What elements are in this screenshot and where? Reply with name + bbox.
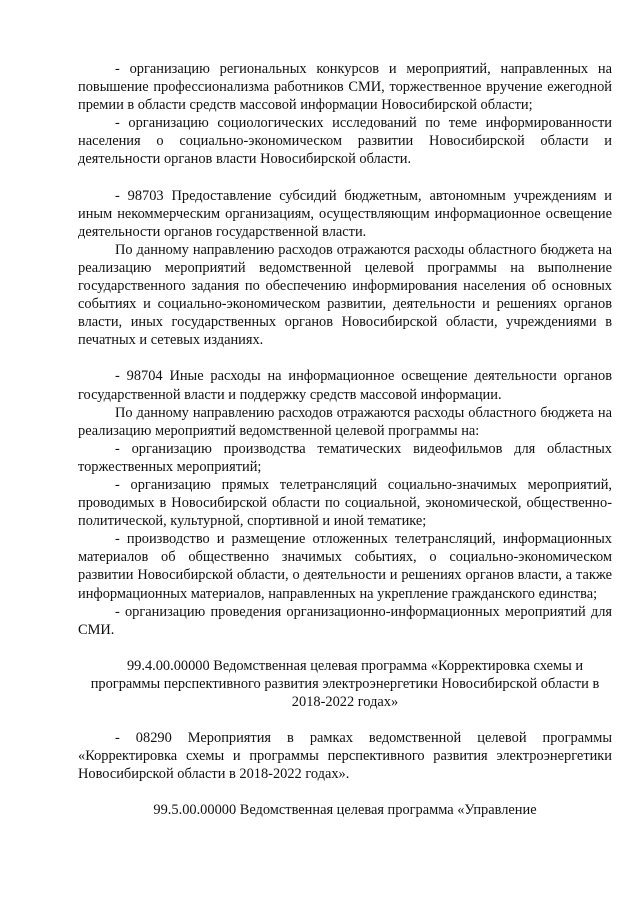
spacer [78, 169, 612, 187]
spacer [78, 349, 612, 367]
paragraph-98703-subsidies: - 98703 Предоставление субсидий бюджетным, автономным учреждениям и иным некоммерческим организациям, осуществляющим информационное освещение деятельности органов государственной власти. [78, 187, 612, 240]
paragraph-98704-other-expenses: - 98704 Иные расходы на информационное освещение деятельности органов государственной власти и поддержку средств массовой информации. [78, 368, 612, 403]
paragraph-regional-contests: - организацию региональных конкурсов и мероприятий, направленных на повышение профессионализма работников СМИ, торжественное вручение ежегодной премии в области средств массовой информации Новосибирской области; [78, 61, 612, 114]
paragraph-98703-description: По данному направлению расходов отражаются расходы областного бюджета на реализацию мероприятий ведомственной целевой программы на выполнение государственного задания по обеспечению информирования населения об основных событиях и социально-экономическом развитии, деятельности и решениях органов власти, иных государственных органов Новосибирской области, учреждениями в печатных и сетевых изданиях. [78, 241, 612, 349]
spacer [78, 711, 612, 729]
paragraph-sociological-research: - организацию социологических исследований по теме информированности населения о социально-экономическом развитии Новосибирской области и деятельности органов власти Новосибирской области. [78, 115, 612, 168]
section-heading-99-4: 99.4.00.00000 Ведомственная целевая программа «Корректировка схемы и программы перспективного развития электроэнергетики Новосибирской области в 2018-2022 годах» [90, 657, 600, 710]
paragraph-video-films: - организацию производства тематических видеофильмов для областных торжественных мероприятий; [78, 440, 612, 475]
spacer [78, 783, 612, 801]
spacer [78, 639, 612, 657]
paragraph-08290-measures: - 08290 Мероприятия в рамках ведомственной целевой программы «Корректировка схемы и программы перспективного развития электроэнергетики Новосибирской области в 2018-2022 годах». [78, 730, 612, 783]
paragraph-media-events: - организацию проведения организационно-информационных мероприятий для СМИ. [78, 603, 612, 638]
section-heading-99-5: 99.5.00.00000 Ведомственная целевая программа «Управление [153, 802, 537, 819]
paragraph-deferred-broadcasts: - производство и размещение отложенных телетрансляций, информационных материалов об общественно значимых событиях, о социально-экономическом развитии Новосибирской области, о деятельности и решениях органов власти, а также информационных материалов, направленных на укрепление гражданского единства; [78, 531, 612, 602]
paragraph-live-broadcasts: - организацию прямых телетрансляций социально-значимых мероприятий, проводимых в Новосибирской области по социальной, экономической, общественно-политической, культурной, спортивной и иной тематике; [78, 476, 612, 530]
document-page [78, 60, 612, 819]
paragraph-98704-description: По данному направлению расходов отражаются расходы областного бюджета на реализацию мероприятий ведомственной целевой программы на: [78, 404, 612, 439]
